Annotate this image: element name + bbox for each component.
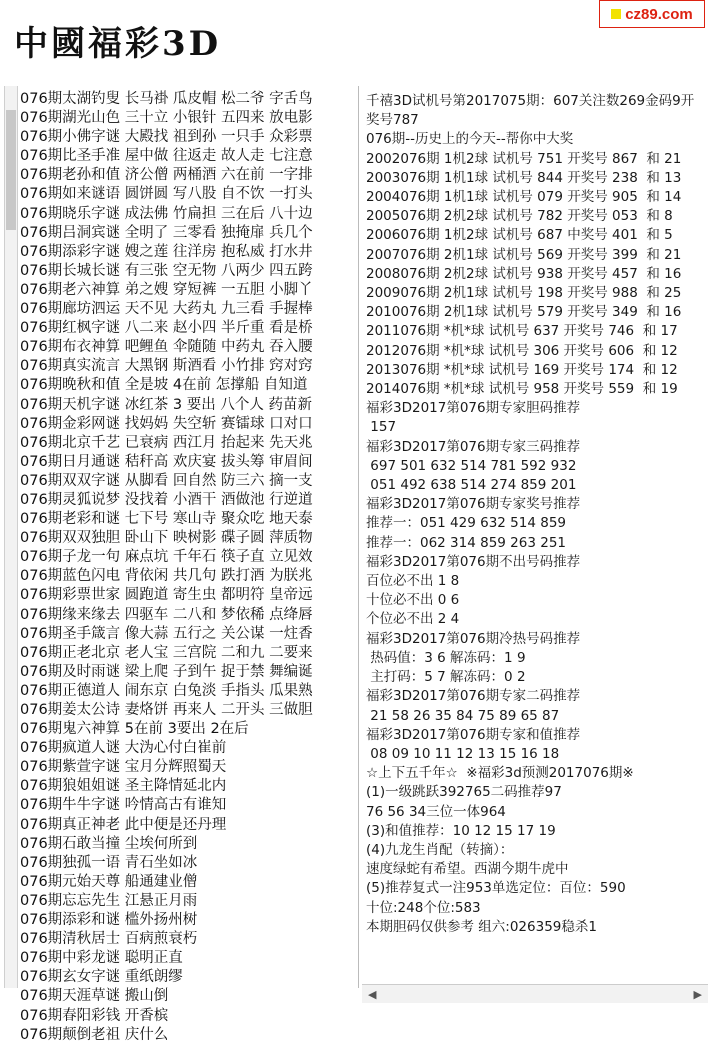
riddle-row: 076期湖光山色 三十立 小银针 五四来 放电影 [20, 110, 313, 127]
riddle-row: 076期独孤一语 青石坐如冰 [20, 854, 198, 871]
prediction-line: 21 58 26 35 84 75 89 65 87 [366, 707, 560, 724]
riddle-row: 076期天机字谜 冰红茶 3 要出 八个人 药苗新 [20, 396, 312, 413]
site-watermark[interactable] [599, 0, 705, 28]
prediction-line: 个位必不出 2 4 [366, 611, 460, 628]
prediction-line: 157 [366, 419, 397, 436]
prediction-line: 福彩3D2017第076期专家二码推荐 [366, 688, 581, 705]
riddle-row: 076期真正神老 此中便是还丹理 [20, 816, 227, 833]
prediction-line: 2009076期 2机1球 试机号 198 开奖号 988 和 25 [366, 285, 682, 302]
prediction-line: 推荐一：062 314 859 263 251 [366, 534, 567, 551]
prediction-line: 本期胆码仅供参考 组六:026359稳杀1 [366, 918, 597, 935]
riddle-row: 076期缘来缘去 四驱车 二八和 梦依稀 点绛唇 [20, 606, 313, 623]
riddle-row: 076期姜太公诗 妻烙饼 再来人 二开头 三做胆 [20, 702, 313, 718]
prediction-line: 2008076期 2机2球 试机号 938 开奖号 457 和 16 [366, 265, 682, 282]
column-divider [358, 86, 359, 988]
prediction-line: 2005076期 2机2球 试机号 782 开奖号 053 和 8 [366, 208, 673, 225]
prediction-line: 697 501 632 514 781 592 932 [366, 457, 577, 474]
riddle-row: 076期彩票世家 圆跑道 寄生虫 都明符 皇帝远 [20, 587, 313, 604]
riddle-row: 076期老孙和值 济公僧 两桶酒 六在前 一字排 [20, 167, 313, 184]
prediction-line: 推荐一：051 429 632 514 859 [366, 515, 567, 532]
prediction-line: 福彩3D2017第076期专家胆码推荐 [366, 400, 581, 417]
prediction-panel [366, 92, 702, 937]
riddle-row: 076期小佛字谜 大殿找 祖到孙 一只手 众彩票 [20, 129, 313, 146]
left-scrollbar[interactable] [4, 86, 18, 988]
riddle-row: 076期吕洞宾谜 全明了 三零看 独掩扉 兵几个 [20, 224, 313, 241]
riddle-row: 076期晓乐字谜 成法佛 竹扁担 三在后 八十边 [20, 205, 313, 222]
prediction-line: 主打码：5 7 解冻码：0 2 [366, 669, 526, 686]
riddle-row: 076期子龙一句 麻点坑 千年石 筷子直 立见效 [20, 549, 313, 566]
riddle-row: 076期日月通谜 秸秆高 欢庆宴 拔头筹 审眉间 [20, 453, 313, 470]
riddle-row: 076期中彩龙谜 聪明正直 [20, 950, 183, 967]
prediction-line: 2011076期 *机*球 试机号 637 开奖号 746 和 17 [366, 323, 678, 340]
riddle-row: 076期紫萱字谜 宝月分辉照蜀天 [20, 759, 227, 776]
prediction-line: 十位:248个位:583 [366, 899, 481, 916]
riddle-row: 076期金彩网谜 找妈妈 失空斩 赛镭球 口对口 [20, 415, 313, 432]
scrollbar-thumb[interactable] [6, 110, 16, 230]
riddle-row: 076期北京千艺 已衰病 西江月 抬起来 先天兆 [20, 434, 313, 451]
riddle-row: 076期疯道人谜 大沩心付白崔前 [20, 740, 227, 757]
riddle-row: 076期正老北京 老人宝 三宫院 二和九 二要来 [20, 644, 313, 661]
riddle-row: 076期双双独胆 卧山下 映树影 碟子圆 萍质物 [20, 530, 313, 547]
riddle-row: 076期颠倒老祖 庆什么 [20, 1026, 169, 1043]
prediction-line: 2007076期 2机1球 试机号 569 开奖号 399 和 21 [366, 246, 682, 263]
prediction-line: (5)推荐复式一注953单选定位：百位：590 [366, 880, 626, 897]
riddle-row: 076期太湖钓叟 长马褂 瓜皮帽 松二爷 字舌鸟 [20, 91, 313, 107]
prediction-line: 76 56 34三位一体964 [366, 803, 506, 820]
prediction-line: 2004076期 1机1球 试机号 079 开奖号 905 和 14 [366, 189, 682, 206]
riddle-row: 076期如来谜语 圆饼圆 写八股 自不饮 一打头 [20, 186, 313, 203]
riddle-row: 076期天涯草谜 搬山倒 [20, 988, 169, 1005]
prediction-line: (4)九龙生肖配（转摘）： [366, 841, 514, 858]
riddle-row: 076期长城长谜 有三张 空无物 八两少 四五跨 [20, 262, 313, 279]
watermark-text: cz89.com [625, 5, 693, 23]
prediction-line: 福彩3D2017第076期不出号码推荐 [366, 553, 581, 570]
riddle-row: 076期真实流言 大黑钢 斯酒看 小竹排 窍对窍 [20, 358, 313, 375]
riddle-row: 076期鬼六神算 5在前 3要出 2在后 [20, 721, 249, 738]
prediction-line: 2013076期 *机*球 试机号 169 开奖号 174 和 12 [366, 361, 678, 378]
prediction-line: 076期--历史上的今天--帮你中大奖 [366, 131, 574, 148]
prediction-line: (3)和值推荐：10 12 15 17 19 [366, 822, 556, 839]
prediction-line: (1)一级跳跃392765二码推荐97 [366, 784, 562, 801]
riddle-row: 076期春阳彩钱 开香槟 [20, 1007, 169, 1024]
riddle-row: 076期晚秋和值 全是坡 4在前 怎撑船 自知道 [20, 377, 308, 394]
scroll-right-icon[interactable]: ▶ [693, 987, 702, 1001]
prediction-line: 千禧3D试机号第2017075期：607关注数269金码9开奖号787 [366, 93, 695, 129]
riddle-row: 076期圣手箴言 像大蒜 五行之 关公谋 一炷香 [20, 625, 313, 642]
prediction-line: 2010076期 2机1球 试机号 579 开奖号 349 和 16 [366, 304, 682, 321]
riddle-row: 076期狼姐姐谜 圣主降情延北内 [20, 778, 227, 795]
bottom-scrollbar[interactable] [362, 984, 708, 1003]
prediction-line: 福彩3D2017第076期专家和值推荐 [366, 726, 581, 743]
riddle-row: 076期比圣手准 屋中做 往返走 故人走 七注意 [20, 148, 313, 165]
riddle-row: 076期添彩和谜 槛外扬州树 [20, 912, 198, 929]
prediction-line: 08 09 10 11 12 13 15 16 18 [366, 745, 560, 762]
prediction-line: 2003076期 1机1球 试机号 844 开奖号 238 和 13 [366, 169, 682, 186]
prediction-line: 福彩3D2017第076期专家三码推荐 [366, 438, 581, 455]
riddle-row: 076期忘忘先生 江悬正月雨 [20, 892, 198, 909]
prediction-line: 2006076期 1机2球 试机号 687 中奖号 401 和 5 [366, 227, 673, 244]
prediction-line: 2014076期 *机*球 试机号 958 开奖号 559 和 19 [366, 381, 678, 398]
riddle-row: 076期元始天尊 船通建业僧 [20, 873, 198, 890]
scroll-left-icon[interactable]: ◀ [368, 987, 377, 1001]
prediction-line: 051 492 638 514 274 859 201 [366, 477, 577, 494]
riddle-row: 076期正德道人 闹东京 白兔淡 手指头 瓜果熟 [20, 682, 313, 699]
prediction-line: 福彩3D2017第076期专家奖号推荐 [366, 496, 581, 513]
prediction-line: ☆上下五千年☆ ※福彩3d预测2017076期※ [366, 765, 634, 782]
brand-title: 中國福彩3D [14, 24, 222, 64]
riddle-row: 076期老六神算 弟之嫂 穿短裤 一五胆 小脚丫 [20, 281, 313, 298]
riddle-row: 076期双双字谜 从脚看 回自然 防三六 摘一支 [20, 472, 313, 489]
riddle-row: 076期清秋居士 百病煎衰朽 [20, 931, 198, 948]
prediction-line: 百位必不出 1 8 [366, 573, 460, 590]
riddle-row: 076期蓝色闪电 背依闲 共几句 跌打酒 为朕兆 [20, 568, 313, 585]
riddle-row: 076期石敢当撞 尘埃何所到 [20, 835, 198, 852]
riddle-row: 076期添彩字谜 嫂之莲 往洋房 抱私威 打水井 [20, 243, 313, 260]
riddle-row: 076期灵狐说梦 没找着 小酒干 酒做池 行逆道 [20, 491, 313, 508]
riddle-row: 076期及时雨谜 梁上爬 子到午 捉于禁 舞编诞 [20, 663, 313, 680]
riddle-row: 076期玄女字谜 重纸朗缪 [20, 969, 183, 986]
riddle-row: 076期布衣神算 吧鲤鱼 伞随随 中药丸 吞入腰 [20, 339, 313, 356]
prediction-line: 速度绿蛇有希望。西湖今期牛虎中 [366, 861, 569, 878]
watermark-square-icon [611, 9, 621, 19]
riddle-row: 076期红枫字谜 八二来 赵小四 半斤重 看是桥 [20, 320, 313, 337]
prediction-line: 十位必不出 0 6 [366, 592, 460, 609]
riddle-list [20, 90, 356, 1045]
prediction-line: 热码值：3 6 解冻码：1 9 [366, 649, 526, 666]
riddle-row: 076期老彩和谜 七下号 寒山寺 聚众吃 地天泰 [20, 511, 313, 528]
riddle-row: 076期牛牛字谜 吟情高古有谁知 [20, 797, 227, 814]
riddle-row: 076期廊坊泗运 天不见 大药丸 九三看 手握棒 [20, 301, 313, 318]
prediction-line: 2002076期 1机2球 试机号 751 开奖号 867 和 21 [366, 150, 682, 167]
prediction-line: 2012076期 *机*球 试机号 306 开奖号 606 和 12 [366, 342, 678, 359]
prediction-line: 福彩3D2017第076期冷热号码推荐 [366, 630, 581, 647]
